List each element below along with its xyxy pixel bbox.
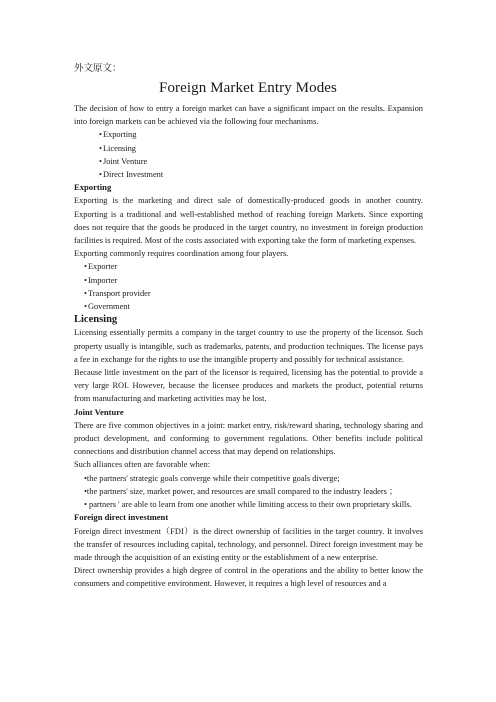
section-heading-exporting: Exporting [74, 182, 112, 193]
joint-venture-paragraph-1: There are five common objectives in a joint: market entry, risk/reward sharing, technology sharing and product development, and conforming to government regulations. Other benefits include political connections and distribution channel access that may depend on relationships. [74, 420, 423, 457]
list-item: • Licensing [74, 142, 423, 155]
list-item: • Transport provider [74, 287, 423, 300]
list-item: • Exporter [74, 260, 423, 273]
players-list [74, 260, 423, 313]
list-item: • Direct Investment [74, 168, 423, 181]
document-title: Foreign Market Entry Modes [159, 80, 337, 96]
list-item: • Exporting [74, 128, 423, 141]
fdi-paragraph-1: Foreign direct investment（FDI）is the direct ownership of facilities in the target country. It involves the transfer of resources including capital, technology, and personnel. Direct foreign investment may be made through the acquisition of an existing entity or the establishment of a new enterprise. [74, 526, 423, 562]
condition-item: •the partners' strategic goals converge while their competitive goals diverge; [84, 473, 340, 483]
list-item: • Government [74, 300, 423, 313]
header-label: 外文原文： [74, 64, 122, 74]
list-item: • Importer [74, 274, 423, 287]
section-heading-licensing: Licensing [74, 314, 118, 326]
licensing-paragraph-2: Because little investment on the part of the licensor is required, licensing has the potential to provide a very large ROI. However, because the licensee produces and markets the product, potential returns from manufacturing and marketing activities may be lost. [74, 368, 423, 404]
list-item: • Joint Venture [74, 155, 423, 168]
document-body [74, 102, 423, 591]
exporting-paragraph-2: Exporting commonly requires coordination among four players. [74, 249, 289, 259]
intro-paragraph: The decision of how to entry a foreign market can have a significant impact on the results. Expansion into foreign markets can be achieved via the following four mechanisms. [74, 104, 423, 127]
condition-item: • partners ' are able to learn from one another while limiting access to their own proprietary skills. [84, 500, 412, 510]
joint-venture-paragraph-2: Such alliances often are favorable when: [74, 460, 211, 470]
mechanism-list [74, 128, 423, 181]
section-heading-fdi: Foreign direct investment [74, 512, 169, 523]
fdi-paragraph-2: Direct ownership provides a high degree of control in the operations and the ability to better know the consumers and competitive environment. However, it requires a high level of resources and a [74, 566, 423, 589]
licensing-paragraph-1: Licensing essentially permits a company in the target country to use the property of the licensor. Such property usually is intangible, such as trademarks, patents, and production techniques. The license pays a fee in exchange for the rights to use the intangible property and possibly for technical assistance. [74, 328, 423, 364]
exporting-paragraph-1: Exporting is the marketing and direct sale of domestically-produced goods in another country. Exporting is a traditional and well-established method of reaching foreign Markets. Since exporting does not require that the goods be produced in the target country, no investment in foreign production facilities is required. Most of the costs associated with exporting take the form of marketing expenses. [74, 196, 423, 246]
section-heading-joint-venture: Joint Venture [74, 406, 124, 417]
condition-item: •the partners' size, market power, and resources are small compared to the industry leaders ； [84, 486, 398, 496]
